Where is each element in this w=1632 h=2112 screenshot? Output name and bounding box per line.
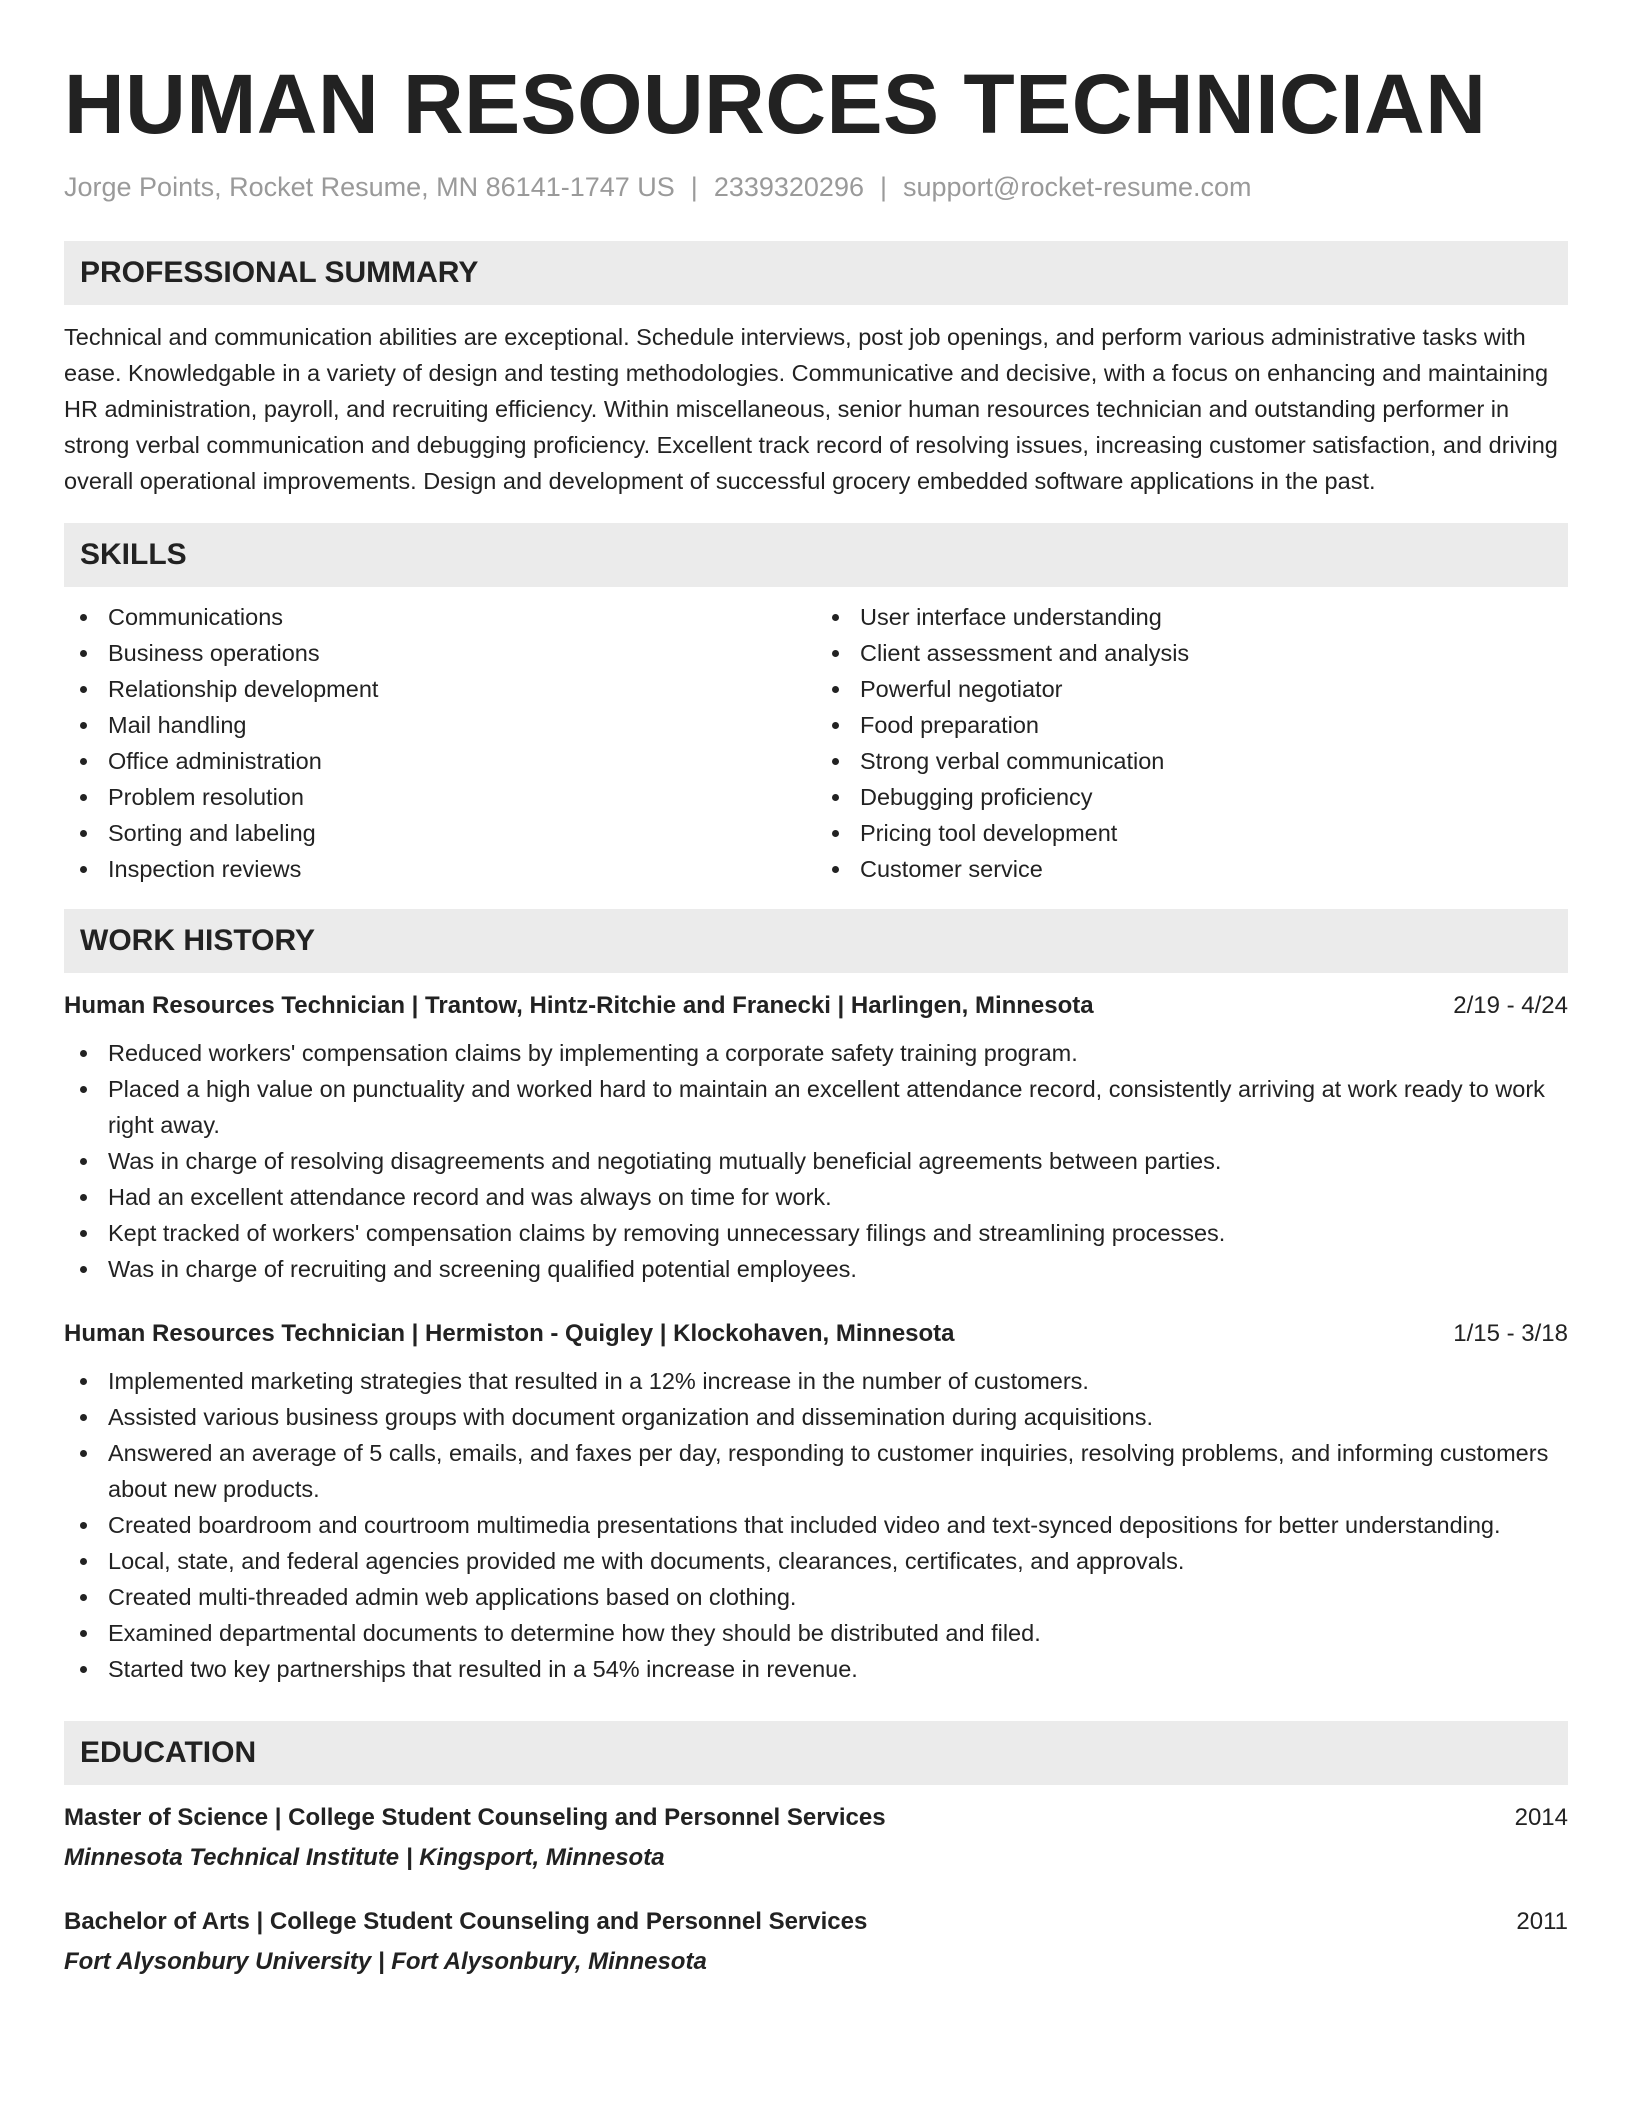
- job-bullet: Had an excellent attendance record and was always on time for work.: [64, 1179, 1568, 1215]
- job-dates: 2/19 - 4/24: [1453, 992, 1568, 1019]
- job-bullet: Was in charge of recruiting and screening qualified potential employees.: [64, 1251, 1568, 1287]
- skill-item: Food preparation: [816, 707, 1568, 743]
- skill-item: Mail handling: [64, 707, 816, 743]
- job-bullet: Local, state, and federal agencies provided me with documents, clearances, certificates, and approvals.: [64, 1543, 1568, 1579]
- skill-item: Business operations: [64, 635, 816, 671]
- skill-item: Client assessment and analysis: [816, 635, 1568, 671]
- skills-column-right: [816, 599, 1568, 887]
- skill-item: Problem resolution: [64, 779, 816, 815]
- education-school: Minnesota Technical Institute | Kingsport, Minnesota: [64, 1844, 665, 1871]
- skill-item: Customer service: [816, 851, 1568, 887]
- skill-item: User interface understanding: [816, 599, 1568, 635]
- education-degree: Bachelor of Arts | College Student Counseling and Personnel Services: [64, 1908, 868, 1935]
- section-heading-work-history: WORK HISTORY: [64, 909, 1568, 973]
- job-bullet: Created multi-threaded admin web applications based on clothing.: [64, 1579, 1568, 1615]
- contact-email: support@rocket-resume.com: [903, 172, 1252, 202]
- contact-address: Jorge Points, Rocket Resume, MN 86141-1747 US: [64, 172, 675, 202]
- candidate-name: HUMAN RESOURCES TECHNICIAN: [64, 57, 1487, 151]
- job-bullets: [64, 1363, 1568, 1687]
- skill-item: Sorting and labeling: [64, 815, 816, 851]
- contact-separator: |: [879, 172, 887, 202]
- section-heading-skills: SKILLS: [64, 523, 1568, 587]
- skill-item: Powerful negotiator: [816, 671, 1568, 707]
- job-bullet: Assisted various business groups with document organization and dissemination during acquisitions.: [64, 1399, 1568, 1435]
- skill-item: Strong verbal communication: [816, 743, 1568, 779]
- job-header: [64, 989, 1568, 1023]
- contact-separator: |: [690, 172, 698, 202]
- section-heading-summary: PROFESSIONAL SUMMARY: [64, 241, 1568, 305]
- job-bullet: Implemented marketing strategies that resulted in a 12% increase in the number of customers.: [64, 1363, 1568, 1399]
- summary-text: Technical and communication abilities are exceptional. Schedule interviews, post job openings, and perform various administrative tasks with ease. Knowledgable in a variety of design and testing methodologies. Communicative and decisive, with a focus on enhancing and maintaining HR administration, payroll, and recruiting efficiency. Within miscellaneous, senior human resources technician and outstanding performer in strong verbal communication and debugging proficiency. Excellent track record of resolving issues, increasing customer satisfaction, and driving overall operational improvements. Design and development of successful grocery embedded software applications in the past.: [64, 324, 1558, 494]
- education-year: 2011: [1516, 1908, 1568, 1935]
- education-school: Fort Alysonbury University | Fort Alysonbury, Minnesota: [64, 1948, 707, 1975]
- skills-column-left: [64, 599, 816, 887]
- skill-item: Communications: [64, 599, 816, 635]
- job-bullet: Was in charge of resolving disagreements and negotiating mutually beneficial agreements between parties.: [64, 1143, 1568, 1179]
- skill-item: Inspection reviews: [64, 851, 816, 887]
- job-bullets: [64, 1035, 1568, 1287]
- job-title: Human Resources Technician | Hermiston - Quigley | Klockohaven, Minnesota: [64, 1320, 955, 1347]
- contact-line: [64, 170, 1568, 204]
- job-bullet: Started two key partnerships that resulted in a 54% increase in revenue.: [64, 1651, 1568, 1687]
- skills-list: [64, 599, 1568, 887]
- job-bullet: Placed a high value on punctuality and worked hard to maintain an excellent attendance record, consistently arriving at work ready to work right away.: [64, 1071, 1568, 1143]
- skill-item: Office administration: [64, 743, 816, 779]
- job-bullet: Answered an average of 5 calls, emails, and faxes per day, responding to customer inquiries, resolving problems, and informing customers about new products.: [64, 1435, 1568, 1507]
- education-header: [64, 1905, 1568, 1939]
- job-dates: 1/15 - 3/18: [1453, 1320, 1568, 1347]
- job-entry: [64, 1317, 1568, 1687]
- skill-item: Pricing tool development: [816, 815, 1568, 851]
- skill-item: Debugging proficiency: [816, 779, 1568, 815]
- skill-item: Relationship development: [64, 671, 816, 707]
- job-bullet: Kept tracked of workers' compensation claims by removing unnecessary filings and streamlining processes.: [64, 1215, 1568, 1251]
- job-bullet: Examined departmental documents to determine how they should be distributed and filed.: [64, 1615, 1568, 1651]
- job-entry: [64, 989, 1568, 1287]
- education-entry: [64, 1801, 1568, 1875]
- education-year: 2014: [1514, 1804, 1568, 1831]
- job-header: [64, 1317, 1568, 1351]
- education-degree: Master of Science | College Student Counseling and Personnel Services: [64, 1804, 886, 1831]
- job-bullet: Reduced workers' compensation claims by implementing a corporate safety training program.: [64, 1035, 1568, 1071]
- education-entry: [64, 1905, 1568, 1979]
- job-bullet: Created boardroom and courtroom multimedia presentations that included video and text-synced depositions for better understanding.: [64, 1507, 1568, 1543]
- contact-phone: 2339320296: [713, 172, 864, 202]
- section-heading-education: EDUCATION: [64, 1721, 1568, 1785]
- education-header: [64, 1801, 1568, 1835]
- job-title: Human Resources Technician | Trantow, Hintz-Ritchie and Franecki | Harlingen, Minnesota: [64, 992, 1094, 1019]
